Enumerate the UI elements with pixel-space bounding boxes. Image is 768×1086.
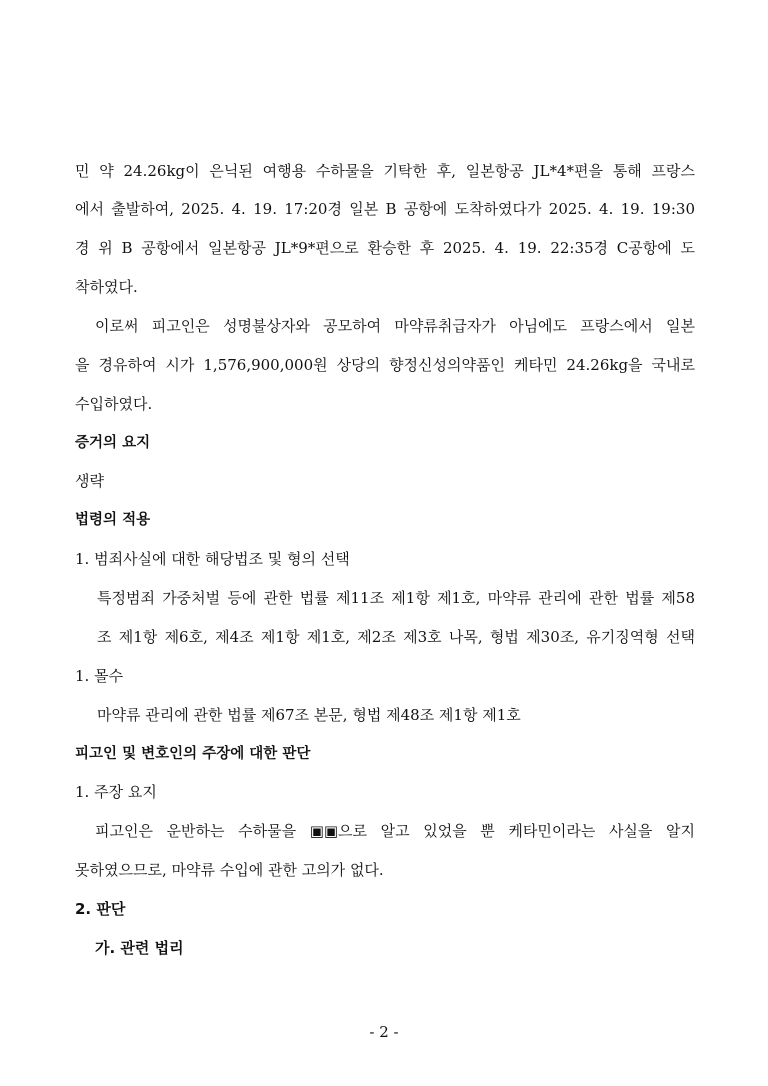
claim-line-2: 못하였으므로, 마약류 수입에 관한 고의가 없다. bbox=[75, 861, 384, 879]
facts-line-2: 에서 출발하여, 2025. 4. 19. 17:20경 일본 B 공항에 도착하였다가 2025. 4. 19. 19:30 bbox=[75, 200, 695, 218]
facts-line-3: 경 위 B 공항에서 일본항공 JL*9*편으로 환승한 후 2025. 4. 19. 22:35경 C공항에 도 bbox=[75, 239, 695, 257]
decision-title: 2. 판단 bbox=[75, 900, 126, 918]
evidence-heading: 증거의 요지 bbox=[75, 435, 151, 451]
page-number: - 2 - bbox=[369, 1023, 399, 1041]
judgment-heading: 피고인 및 변호인의 주장에 대한 판단 bbox=[75, 746, 311, 762]
law-item1-line-2: 조 제1항 제6호, 제4조 제1항 제1호, 제2조 제3호 나목, 형법 제30조, 유기징역형 선택 bbox=[97, 628, 695, 646]
conclusion-line-2: 을 경유하여 시가 1,576,900,000원 상당의 향정신성의약품인 케타민 24.26kg을 국내로 bbox=[75, 356, 695, 374]
evidence-text: 생략 bbox=[75, 472, 104, 490]
facts-line-1: 민 약 24.26kg이 은닉된 여행용 수하물을 기탁한 후, 일본항공 JL*4*편을 통해 프랑스 bbox=[75, 162, 695, 180]
law-item1-title: 1. 범죄사실에 대한 해당법조 및 형의 선택 bbox=[75, 550, 350, 568]
claim-title: 1. 주장 요지 bbox=[75, 783, 157, 801]
law-item2-title: 1. 몰수 bbox=[75, 667, 124, 685]
conclusion-line-3: 수입하였다. bbox=[75, 395, 153, 413]
law-item2-text: 마약류 관리에 관한 법률 제67조 본문, 형법 제48조 제1항 제1호 bbox=[97, 706, 521, 724]
conclusion-line-1: 이로써 피고인은 성명불상자와 공모하여 마약류취급자가 아님에도 프랑스에서 일본 bbox=[95, 317, 695, 335]
law-item1-line-1: 특정범죄 가중처벌 등에 관한 법률 제11조 제1항 제1호, 마약류 관리에 관한 법률 제58 bbox=[97, 589, 695, 607]
legal-principle-subtitle: 가. 관련 법리 bbox=[95, 939, 184, 957]
facts-line-4: 착하였다. bbox=[75, 278, 138, 296]
claim-line-1: 피고인은 운반하는 수하물을 ▣▣으로 알고 있었을 뿐 케타민이라는 사실을 알지 bbox=[95, 822, 695, 840]
law-heading: 법령의 적용 bbox=[75, 512, 151, 528]
